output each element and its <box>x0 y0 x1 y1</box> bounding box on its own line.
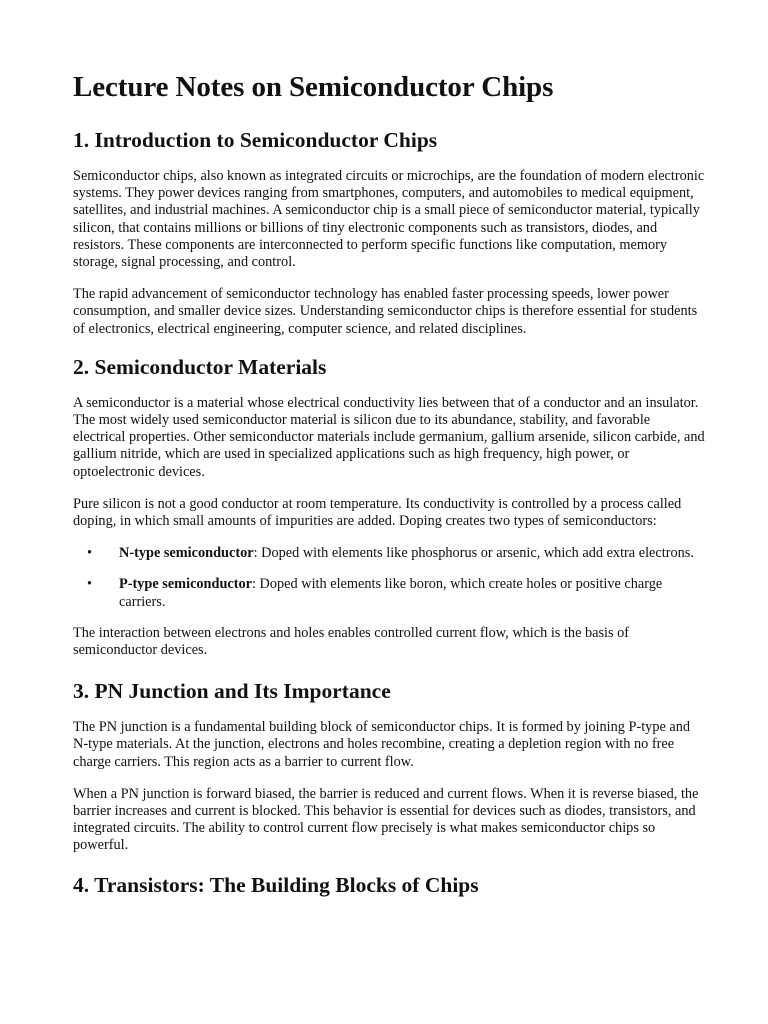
paragraph: When a PN junction is forward biased, the barrier is reduced and current flows. When it is reverse biased, the barrier increases and current is blocked. This behavior is essential for devices such as diodes, transistors, and integrated circuits. The ability to control current flow precisely is what makes semiconductor chips so powerful. <box>73 785 699 854</box>
paragraph: Semiconductor chips, also known as integrated circuits or microchips, are the foundation of modern electronic systems. They power devices ranging from smartphones, computers, and automobiles to medical equipment, satellites, and industrial machines. A semiconductor chip is a small piece of semiconductor material, typically silicon, that contains millions or billions of tiny electronic components such as transistors, diodes, and resistors. These components are interconnected to perform specific functions like computation, memory storage, signal processing, and control. <box>73 168 705 271</box>
bullet-icon: • <box>87 545 93 562</box>
section-heading: 3. PN Junction and Its Importance <box>73 679 391 704</box>
section-materials <box>73 353 705 659</box>
list-item-term: P-type semiconductor <box>119 576 253 593</box>
list-item <box>73 545 705 562</box>
list-item-text: : Doped with elements like boron, which create holes or positive charge carriers. <box>119 576 663 610</box>
list-item-text: : Doped with elements like phosphorus or arsenic, which add extra electrons. <box>253 545 694 562</box>
section-introduction <box>73 126 705 338</box>
paragraph: The PN junction is a fundamental building block of semiconductor chips. It is formed by joining P-type and N-type materials. At the junction, electrons and holes recombine, creating a depletion region with no free charge carriers. This region acts as a barrier to current flow. <box>73 719 691 770</box>
document-title: Lecture Notes on Semiconductor Chips <box>73 71 554 103</box>
section-heading: 2. Semiconductor Materials <box>73 354 327 379</box>
bullet-list <box>73 545 705 611</box>
paragraph: The interaction between electrons and holes enables controlled current flow, which is the basis of semiconductor devices. <box>73 624 630 659</box>
document-page <box>73 68 705 913</box>
paragraph: Pure silicon is not a good conductor at room temperature. Its conductivity is controlled by a process called doping, in which small amounts of impurities are added. Doping creates two types of semiconductors: <box>73 495 682 530</box>
list-item <box>73 576 705 610</box>
paragraph: The rapid advancement of semiconductor technology has enabled faster processing speeds, lower power consumption, and smaller device sizes. Understanding semiconductor chips is therefore essential for students of electronics, electrical engineering, computer science, and related disciplines. <box>73 286 698 337</box>
bullet-icon: • <box>87 576 93 593</box>
section-heading: 1. Introduction to Semiconductor Chips <box>73 128 438 152</box>
paragraph: A semiconductor is a material whose electrical conductivity lies between that of a conductor and an insulator. The most widely used semiconductor material is silicon due to its abundance, stability, and favorable electrical properties. Other semiconductor materials include germanium, gallium arsenide, silicon carbide, and gallium nitride, which are used in specialized applications such as high frequency, high power, or optoelectronic devices. <box>73 394 705 480</box>
section-pn-junction <box>73 677 705 854</box>
section-heading: 4. Transistors: The Building Blocks of Chips <box>73 872 479 897</box>
list-item-term: N-type semiconductor <box>119 545 254 562</box>
section-transistors <box>73 871 705 899</box>
